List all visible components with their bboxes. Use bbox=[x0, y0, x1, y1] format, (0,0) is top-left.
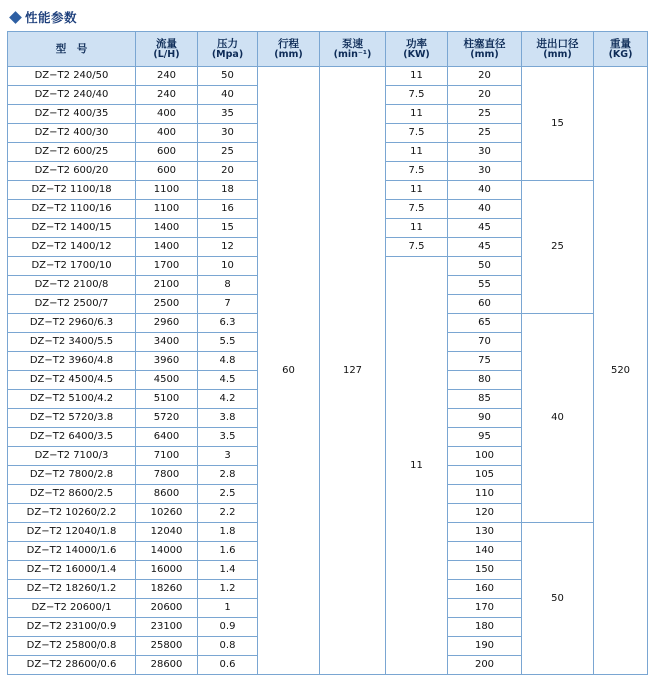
cell-pressure: 12 bbox=[198, 238, 258, 257]
cell-flow: 1100 bbox=[136, 181, 198, 200]
cell-plunger-diameter: 120 bbox=[448, 504, 522, 523]
cell-plunger-diameter: 100 bbox=[448, 447, 522, 466]
column-header-port-main: 进出口径 bbox=[536, 37, 579, 50]
column-header-plunger-diameter bbox=[448, 32, 522, 67]
column-header-model-main: 型 号 bbox=[55, 42, 88, 55]
cell-flow: 1100 bbox=[136, 200, 198, 219]
cell-flow: 6400 bbox=[136, 428, 198, 447]
cell-pressure: 2.2 bbox=[198, 504, 258, 523]
section-heading bbox=[5, 6, 645, 31]
cell-pressure: 6.3 bbox=[198, 314, 258, 333]
cell-power: 7.5 bbox=[386, 162, 448, 181]
cell-pressure: 1.6 bbox=[198, 542, 258, 561]
cell-flow: 2500 bbox=[136, 295, 198, 314]
cell-power: 11 bbox=[386, 219, 448, 238]
cell-pressure: 20 bbox=[198, 162, 258, 181]
cell-model: DZ−T2 8600/2.5 bbox=[8, 485, 136, 504]
cell-port-diameter-merged: 50 bbox=[522, 523, 594, 675]
cell-pressure: 4.2 bbox=[198, 390, 258, 409]
cell-pressure: 0.8 bbox=[198, 637, 258, 656]
cell-plunger-diameter: 55 bbox=[448, 276, 522, 295]
cell-pressure: 7 bbox=[198, 295, 258, 314]
cell-pressure: 18 bbox=[198, 181, 258, 200]
cell-plunger-diameter: 65 bbox=[448, 314, 522, 333]
cell-flow: 1700 bbox=[136, 257, 198, 276]
column-header-stroke bbox=[258, 32, 320, 67]
cell-plunger-diameter: 160 bbox=[448, 580, 522, 599]
cell-power: 7.5 bbox=[386, 86, 448, 105]
column-header-pressure-unit: (Mpa) bbox=[211, 48, 244, 60]
cell-model: DZ−T2 5720/3.8 bbox=[8, 409, 136, 428]
cell-flow: 5720 bbox=[136, 409, 198, 428]
cell-power: 11 bbox=[386, 67, 448, 86]
column-header-stroke-unit: (mm) bbox=[274, 48, 303, 60]
cell-flow: 1400 bbox=[136, 238, 198, 257]
cell-model: DZ−T2 7800/2.8 bbox=[8, 466, 136, 485]
column-header-plunger-main: 柱塞直径 bbox=[463, 37, 506, 50]
cell-plunger-diameter: 85 bbox=[448, 390, 522, 409]
cell-plunger-diameter: 95 bbox=[448, 428, 522, 447]
cell-plunger-diameter: 105 bbox=[448, 466, 522, 485]
cell-flow: 14000 bbox=[136, 542, 198, 561]
cell-speed-merged: 127 bbox=[320, 67, 386, 675]
cell-flow: 3400 bbox=[136, 333, 198, 352]
cell-model: DZ−T2 600/20 bbox=[8, 162, 136, 181]
cell-pressure: 8 bbox=[198, 276, 258, 295]
cell-pressure: 35 bbox=[198, 105, 258, 124]
cell-pressure: 1 bbox=[198, 599, 258, 618]
cell-model: DZ−T2 3400/5.5 bbox=[8, 333, 136, 352]
cell-plunger-diameter: 25 bbox=[448, 105, 522, 124]
column-header-pressure bbox=[198, 32, 258, 67]
cell-pressure: 0.9 bbox=[198, 618, 258, 637]
cell-power: 7.5 bbox=[386, 238, 448, 257]
cell-model: DZ−T2 10260/2.2 bbox=[8, 504, 136, 523]
column-header-plunger-unit: (mm) bbox=[470, 48, 499, 60]
cell-pressure: 3 bbox=[198, 447, 258, 466]
cell-plunger-diameter: 130 bbox=[448, 523, 522, 542]
column-header-flow bbox=[136, 32, 198, 67]
cell-plunger-diameter: 40 bbox=[448, 181, 522, 200]
cell-pressure: 40 bbox=[198, 86, 258, 105]
cell-model: DZ−T2 1700/10 bbox=[8, 257, 136, 276]
cell-model: DZ−T2 23100/0.9 bbox=[8, 618, 136, 637]
cell-model: DZ−T2 600/25 bbox=[8, 143, 136, 162]
cell-model: DZ−T2 28600/0.6 bbox=[8, 656, 136, 675]
cell-flow: 7800 bbox=[136, 466, 198, 485]
cell-pressure: 2.8 bbox=[198, 466, 258, 485]
column-header-port-diameter bbox=[522, 32, 594, 67]
performance-parameters-table bbox=[7, 31, 648, 675]
cell-model: DZ−T2 14000/1.6 bbox=[8, 542, 136, 561]
cell-flow: 3960 bbox=[136, 352, 198, 371]
cell-pressure: 1.8 bbox=[198, 523, 258, 542]
cell-pressure: 50 bbox=[198, 67, 258, 86]
cell-model: DZ−T2 3960/4.8 bbox=[8, 352, 136, 371]
cell-plunger-diameter: 110 bbox=[448, 485, 522, 504]
cell-flow: 240 bbox=[136, 86, 198, 105]
cell-pressure: 30 bbox=[198, 124, 258, 143]
cell-model: DZ−T2 16000/1.4 bbox=[8, 561, 136, 580]
cell-flow: 240 bbox=[136, 67, 198, 86]
cell-plunger-diameter: 30 bbox=[448, 143, 522, 162]
table-header-row bbox=[8, 32, 648, 67]
cell-flow: 400 bbox=[136, 124, 198, 143]
cell-plunger-diameter: 80 bbox=[448, 371, 522, 390]
cell-flow: 600 bbox=[136, 143, 198, 162]
column-header-speed bbox=[320, 32, 386, 67]
cell-flow: 2100 bbox=[136, 276, 198, 295]
cell-model: DZ−T2 400/35 bbox=[8, 105, 136, 124]
cell-pressure: 5.5 bbox=[198, 333, 258, 352]
cell-flow: 400 bbox=[136, 105, 198, 124]
cell-port-diameter-merged: 15 bbox=[522, 67, 594, 181]
cell-model: DZ−T2 12040/1.8 bbox=[8, 523, 136, 542]
cell-flow: 23100 bbox=[136, 618, 198, 637]
cell-power: 7.5 bbox=[386, 124, 448, 143]
column-header-flow-main: 流量 bbox=[156, 37, 177, 50]
cell-plunger-diameter: 150 bbox=[448, 561, 522, 580]
cell-pressure: 15 bbox=[198, 219, 258, 238]
column-header-weight-main: 重量 bbox=[610, 37, 631, 50]
column-header-power-main: 功率 bbox=[406, 37, 427, 50]
cell-model: DZ−T2 7100/3 bbox=[8, 447, 136, 466]
column-header-weight-unit: (KG) bbox=[608, 48, 633, 60]
column-header-model bbox=[8, 32, 136, 67]
cell-model: DZ−T2 18260/1.2 bbox=[8, 580, 136, 599]
cell-flow: 18260 bbox=[136, 580, 198, 599]
cell-plunger-diameter: 45 bbox=[448, 238, 522, 257]
cell-model: DZ−T2 240/40 bbox=[8, 86, 136, 105]
cell-flow: 16000 bbox=[136, 561, 198, 580]
cell-pressure: 25 bbox=[198, 143, 258, 162]
cell-model: DZ−T2 25800/0.8 bbox=[8, 637, 136, 656]
cell-power: 11 bbox=[386, 105, 448, 124]
cell-pressure: 16 bbox=[198, 200, 258, 219]
cell-plunger-diameter: 70 bbox=[448, 333, 522, 352]
cell-flow: 7100 bbox=[136, 447, 198, 466]
column-header-flow-unit: (L/H) bbox=[153, 48, 180, 60]
column-header-port-unit: (mm) bbox=[543, 48, 572, 60]
column-header-speed-main: 泵速 bbox=[342, 37, 363, 50]
cell-plunger-diameter: 140 bbox=[448, 542, 522, 561]
cell-pressure: 0.6 bbox=[198, 656, 258, 675]
cell-power: 11 bbox=[386, 143, 448, 162]
column-header-power bbox=[386, 32, 448, 67]
cell-port-diameter-merged: 40 bbox=[522, 314, 594, 523]
page-title: 性能参数 bbox=[25, 10, 78, 25]
cell-plunger-diameter: 20 bbox=[448, 86, 522, 105]
cell-plunger-diameter: 20 bbox=[448, 67, 522, 86]
diamond-bullet-icon bbox=[9, 11, 22, 24]
cell-plunger-diameter: 45 bbox=[448, 219, 522, 238]
cell-model: DZ−T2 20600/1 bbox=[8, 599, 136, 618]
cell-plunger-diameter: 30 bbox=[448, 162, 522, 181]
cell-flow: 4500 bbox=[136, 371, 198, 390]
cell-power: 7.5 bbox=[386, 200, 448, 219]
cell-plunger-diameter: 25 bbox=[448, 124, 522, 143]
cell-flow: 2960 bbox=[136, 314, 198, 333]
cell-flow: 8600 bbox=[136, 485, 198, 504]
table-row bbox=[8, 67, 648, 86]
cell-flow: 600 bbox=[136, 162, 198, 181]
cell-pressure: 1.2 bbox=[198, 580, 258, 599]
column-header-power-unit: (KW) bbox=[403, 48, 430, 60]
cell-port-diameter-merged: 25 bbox=[522, 181, 594, 314]
cell-model: DZ−T2 2100/8 bbox=[8, 276, 136, 295]
cell-plunger-diameter: 170 bbox=[448, 599, 522, 618]
cell-flow: 5100 bbox=[136, 390, 198, 409]
cell-flow: 1400 bbox=[136, 219, 198, 238]
cell-plunger-diameter: 190 bbox=[448, 637, 522, 656]
cell-pressure: 3.8 bbox=[198, 409, 258, 428]
cell-pressure: 3.5 bbox=[198, 428, 258, 447]
cell-flow: 25800 bbox=[136, 637, 198, 656]
cell-plunger-diameter: 50 bbox=[448, 257, 522, 276]
column-header-speed-unit: (min⁻¹) bbox=[333, 48, 372, 60]
cell-stroke-merged: 60 bbox=[258, 67, 320, 675]
column-header-stroke-main: 行程 bbox=[278, 37, 299, 50]
column-header-pressure-main: 压力 bbox=[217, 37, 238, 50]
cell-flow: 28600 bbox=[136, 656, 198, 675]
cell-power: 11 bbox=[386, 181, 448, 200]
cell-model: DZ−T2 1100/16 bbox=[8, 200, 136, 219]
cell-model: DZ−T2 4500/4.5 bbox=[8, 371, 136, 390]
cell-pressure: 1.4 bbox=[198, 561, 258, 580]
cell-plunger-diameter: 40 bbox=[448, 200, 522, 219]
cell-model: DZ−T2 1400/15 bbox=[8, 219, 136, 238]
cell-pressure: 4.5 bbox=[198, 371, 258, 390]
cell-model: DZ−T2 2960/6.3 bbox=[8, 314, 136, 333]
cell-model: DZ−T2 1400/12 bbox=[8, 238, 136, 257]
cell-flow: 12040 bbox=[136, 523, 198, 542]
cell-model: DZ−T2 2500/7 bbox=[8, 295, 136, 314]
cell-model: DZ−T2 240/50 bbox=[8, 67, 136, 86]
cell-plunger-diameter: 200 bbox=[448, 656, 522, 675]
cell-pressure: 2.5 bbox=[198, 485, 258, 504]
cell-model: DZ−T2 6400/3.5 bbox=[8, 428, 136, 447]
cell-model: DZ−T2 400/30 bbox=[8, 124, 136, 143]
cell-model: DZ−T2 1100/18 bbox=[8, 181, 136, 200]
cell-plunger-diameter: 75 bbox=[448, 352, 522, 371]
column-header-weight bbox=[594, 32, 648, 67]
cell-pressure: 4.8 bbox=[198, 352, 258, 371]
cell-plunger-diameter: 90 bbox=[448, 409, 522, 428]
cell-flow: 10260 bbox=[136, 504, 198, 523]
cell-flow: 20600 bbox=[136, 599, 198, 618]
cell-power-merged: 11 bbox=[386, 257, 448, 675]
cell-weight-merged: 520 bbox=[594, 67, 648, 675]
cell-model: DZ−T2 5100/4.2 bbox=[8, 390, 136, 409]
cell-plunger-diameter: 60 bbox=[448, 295, 522, 314]
cell-pressure: 10 bbox=[198, 257, 258, 276]
cell-plunger-diameter: 180 bbox=[448, 618, 522, 637]
